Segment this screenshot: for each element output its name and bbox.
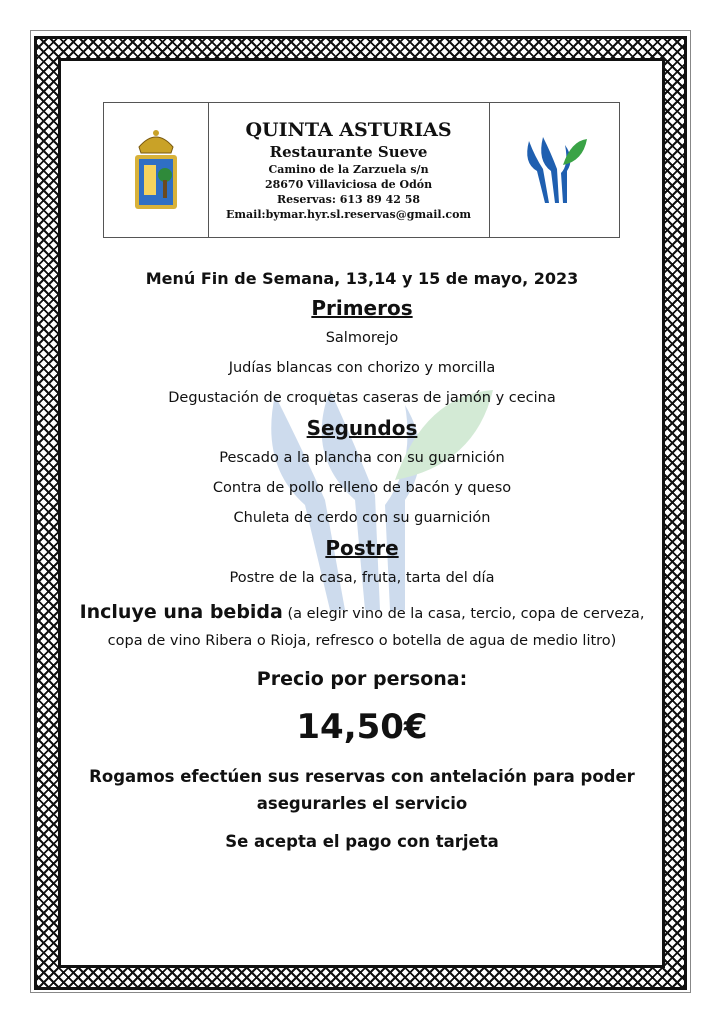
restaurant-info xyxy=(209,103,490,237)
drink-info-text: (a elegir vino de la casa, tercio, copa de cerveza, copa de vino Ribera o Rioja, refresco o botella de agua de medio litro) xyxy=(107,606,645,649)
dish-item: Judías blancas con chorizo y morcilla xyxy=(228,360,496,376)
dish-item: Chuleta de cerdo con su guarnición xyxy=(233,510,491,526)
address-line-1: Camino de la Zarzuela s/n xyxy=(268,163,429,176)
reservation-note: Rogamos efectúen sus reservas con antelación para poder asegurarles el servicio xyxy=(89,767,635,813)
restaurant-subtitle: Restaurante Sueve xyxy=(269,143,428,161)
dish-item: Degustación de croquetas caseras de jamón y cecina xyxy=(168,390,556,406)
dish-item: Contra de pollo relleno de bacón y queso xyxy=(212,480,512,496)
dish-item: Pescado a la plancha con su guarnición xyxy=(219,450,505,466)
coat-of-arms-icon xyxy=(131,125,181,215)
section-heading-postre: Postre xyxy=(325,536,399,560)
price-label: Precio por persona: xyxy=(256,668,468,690)
dish-item: Postre de la casa, fruta, tarta del día xyxy=(229,570,495,586)
drink-info-bold: Incluye una bebida xyxy=(79,601,283,623)
menu-title: Menú Fin de Semana, 13,14 y 15 de mayo, 2023 xyxy=(145,269,579,288)
header-table xyxy=(103,102,620,238)
section-heading-primeros: Primeros xyxy=(311,296,413,320)
dish-item: Salmorejo xyxy=(325,330,399,346)
card-payment-note: Se acepta el pago con tarjeta xyxy=(225,832,499,851)
section-heading-segundos: Segundos xyxy=(306,416,418,440)
price-value: 14,50€ xyxy=(296,707,428,747)
phone: Reservas: 613 89 42 58 xyxy=(276,193,421,206)
restaurant-name: QUINTA ASTURIAS xyxy=(245,119,452,141)
email: Email:bymar.hyr.sl.reservas@gmail.com xyxy=(226,208,472,221)
crest-cell xyxy=(104,103,209,237)
address-line-2: 28670 Villaviciosa de Odón xyxy=(264,178,433,191)
logo-cell xyxy=(490,103,620,237)
cutlery-leaf-logo-icon xyxy=(521,135,587,205)
drink-info xyxy=(70,599,654,655)
menu-content xyxy=(70,265,654,855)
